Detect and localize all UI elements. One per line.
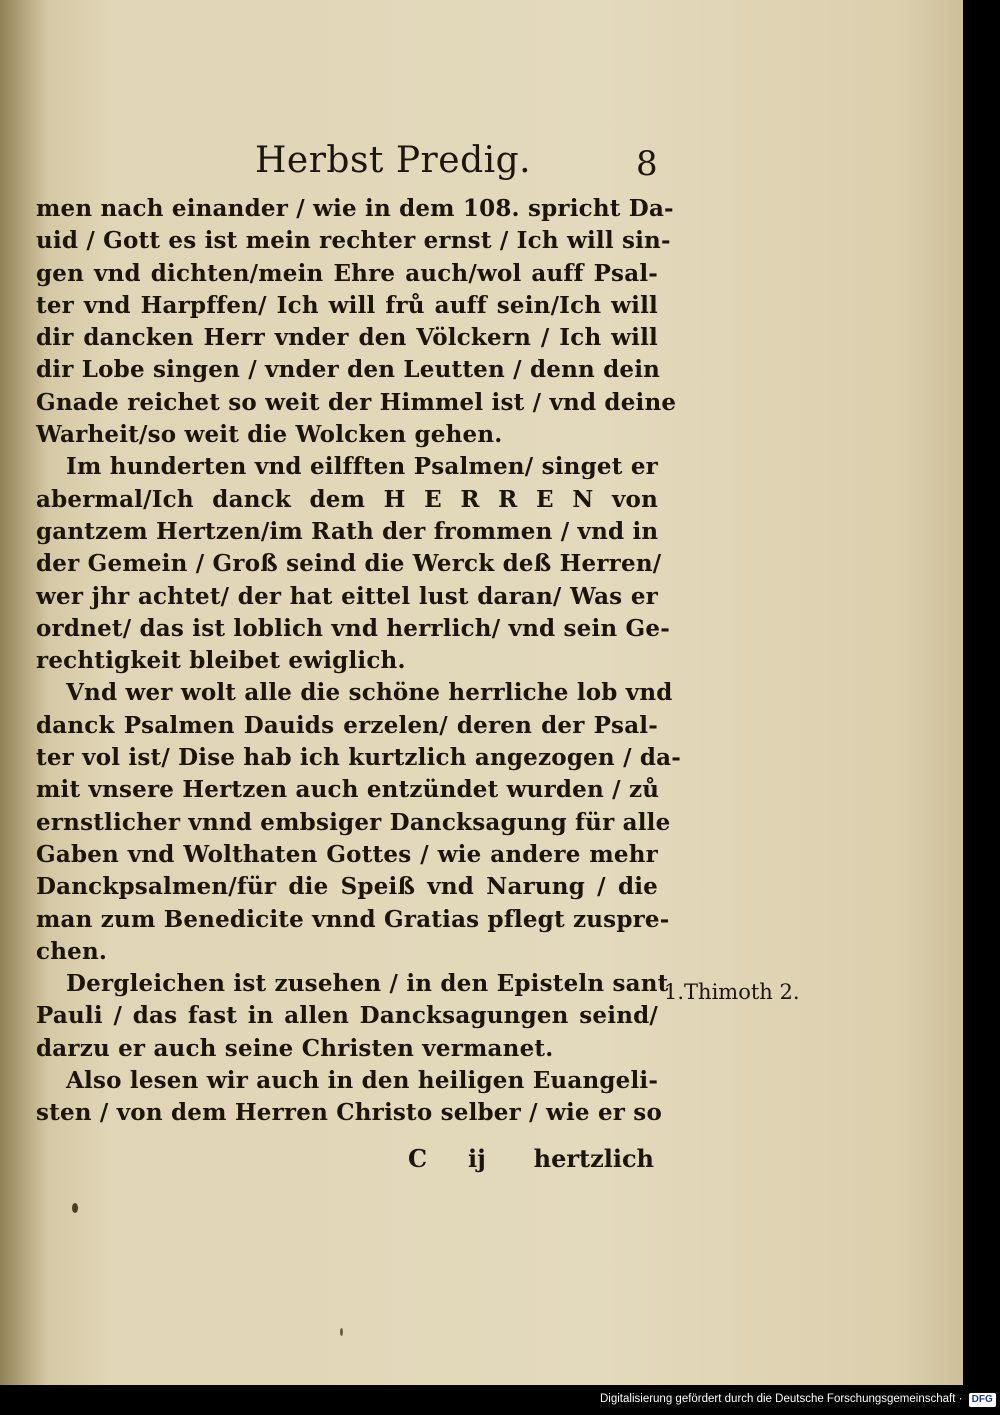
text-line: mit vnsere Hertzen auch entzündet wurden / zů bbox=[36, 776, 660, 804]
text-line: danck Psalmen Dauids erzelen/ deren der Psal- bbox=[36, 711, 658, 739]
text-line: Pauli / das fast in allen Dancksagungen seind/ bbox=[36, 1002, 658, 1030]
text-line: gantzem Hertzen/im Rath der frommen / vnd in bbox=[36, 517, 659, 545]
body-text bbox=[36, 193, 682, 1130]
text-line: Gaben vnd Wolthaten Gottes / wie andere mehr bbox=[36, 840, 658, 868]
page-number: 8 bbox=[636, 144, 658, 184]
text-line: Im hunderten vnd eilfften Psalmen/ singet er bbox=[66, 453, 658, 481]
text-line: ordnet/ das ist loblich vnd herrlich/ vnd sein Ge- bbox=[36, 614, 670, 642]
text-line: Gnade reichet so weit der Himmel ist / vnd deine bbox=[36, 388, 677, 416]
text-line: chen. bbox=[36, 937, 108, 965]
text-line: uid / Gott es ist mein rechter ernst / Ich will sin- bbox=[36, 227, 671, 255]
text-line: Danckpsalmen/für die Speiß vnd Narung / die bbox=[36, 873, 658, 901]
text-line: sten / von dem Herren Christo selber / wie er so bbox=[36, 1099, 662, 1127]
text-line: abermal/Ich danck dem H E R R E N von bbox=[36, 485, 658, 513]
signature-number: ij bbox=[468, 1144, 486, 1173]
footer-credit: Digitalisierung gefördert durch die Deutsche Forschungsgemeinschaft · bbox=[600, 1393, 963, 1405]
text-line: man zum Benedicite vnnd Gratias pflegt zuspre- bbox=[36, 905, 670, 933]
signature-line bbox=[36, 1144, 658, 1178]
text-line: men nach einander / wie in dem 108. spricht Da- bbox=[36, 195, 674, 222]
digitization-footer bbox=[600, 1393, 993, 1413]
margin-note: 1.Thimoth 2. bbox=[664, 980, 800, 1004]
text-line: Warheit/so weit die Wolcken gehen. bbox=[36, 421, 503, 449]
text-line: der Gemein / Groß seind die Werck deß Herren/ bbox=[36, 550, 662, 578]
text-line: rechtigkeit bleibet ewiglich. bbox=[36, 647, 406, 675]
text-line: Also lesen wir auch in den heiligen Euangeli- bbox=[66, 1067, 659, 1095]
text-line: ter vnd Harpffen/ Ich will frů auff sein/Ich will bbox=[36, 291, 658, 319]
text-line: Dergleichen ist zusehen / in den Episteln sant bbox=[66, 970, 669, 998]
running-head: Herbst Predig. bbox=[255, 140, 532, 181]
catchword: hertzlich bbox=[533, 1144, 654, 1173]
ink-speck bbox=[340, 1328, 343, 1336]
text-line: dir dancken Herr vnder den Völckern / Ich will bbox=[36, 324, 658, 352]
text-line: Vnd wer wolt alle die schöne herrliche lob vnd bbox=[66, 679, 673, 707]
text-line: ter vol ist/ Dise hab ich kurtzlich angezogen / da- bbox=[36, 744, 682, 772]
text-line: ernstlicher vnnd embsiger Dancksagung für alle bbox=[36, 808, 671, 836]
dfg-logo-icon: DFG bbox=[969, 1393, 996, 1407]
text-line: wer jhr achtet/ der hat eittel lust daran/ Was er bbox=[36, 582, 658, 610]
text-line: gen vnd dichten/mein Ehre auch/wol auff Psal- bbox=[36, 259, 658, 287]
signature-mark: C bbox=[408, 1144, 428, 1173]
text-line: dir Lobe singen / vnder den Leutten / denn dein bbox=[36, 356, 661, 384]
ink-speck bbox=[72, 1203, 78, 1213]
text-line: darzu er auch seine Christen vermanet. bbox=[36, 1034, 554, 1062]
